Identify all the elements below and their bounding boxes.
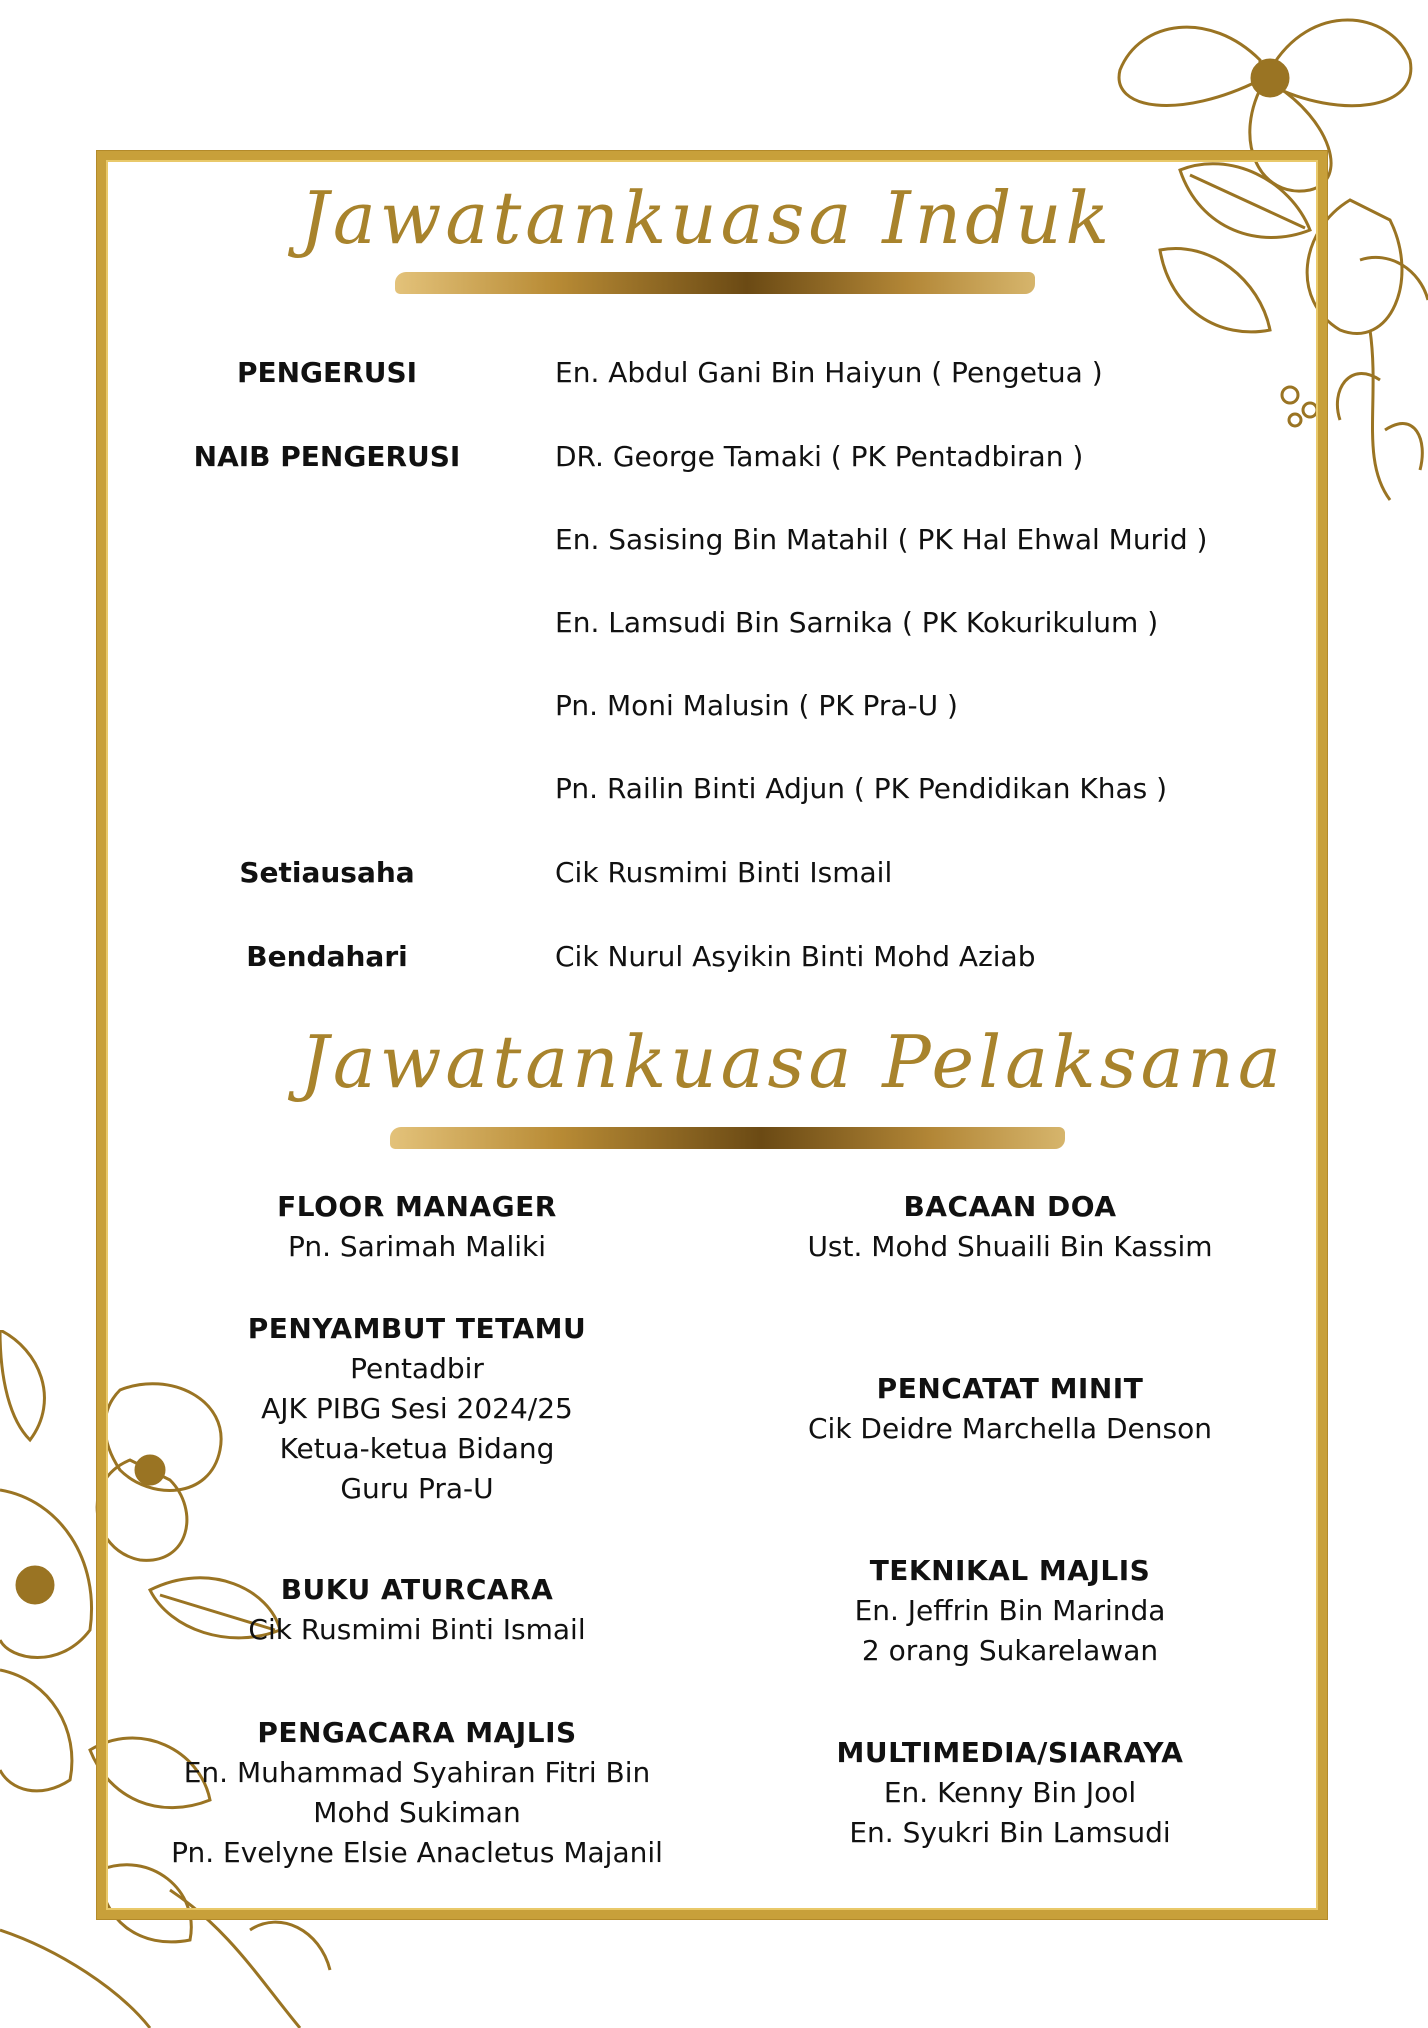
block-line: Cik Deidre Marchella Denson [807,1412,1212,1445]
name-naib-pengerusi-3: En. Lamsudi Bin Sarnika ( PK Kokurikulum ) [555,606,1159,639]
pelaksana-left-block-4 [117,1713,717,1873]
block-heading: MULTIMEDIA/SIARAYA [836,1736,1184,1769]
block-heading: BACAAN DOA [903,1190,1117,1223]
block-heading: PENCATAT MINIT [876,1372,1144,1405]
block-line: 2 orang Sukarelawan [861,1634,1159,1667]
block-line: En. Muhammad Syahiran Fitri Bin [183,1756,651,1789]
pelaksana-left-block-3 [117,1570,717,1650]
block-heading: FLOOR MANAGER [277,1190,557,1223]
pelaksana-right-block-2 [710,1369,1310,1449]
name-setiausaha: Cik Rusmimi Binti Ismail [555,856,893,889]
induk-title: Jawatankuasa Induk [300,176,1114,260]
name-naib-pengerusi-1: DR. George Tamaki ( PK Pentadbiran ) [555,440,1084,473]
pelaksana-right-block-3 [710,1551,1310,1671]
block-line: Guru Pra-U [340,1472,494,1505]
block-line: En. Kenny Bin Jool [883,1776,1137,1809]
block-heading: PENGACARA MAJLIS [257,1716,577,1749]
pelaksana-right-block-4 [710,1733,1310,1853]
pelaksana-title: Jawatankuasa Pelaksana [300,1020,1285,1104]
block-heading: TEKNIKAL MAJLIS [869,1554,1151,1587]
name-naib-pengerusi-2: En. Sasising Bin Matahil ( PK Hal Ehwal Murid ) [555,523,1208,556]
block-line: Ketua-ketua Bidang [279,1432,555,1465]
name-naib-pengerusi-4: Pn. Moni Malusin ( PK Pra-U ) [555,689,958,722]
block-line: Mohd Sukiman [313,1796,521,1829]
pelaksana-right-block-1 [710,1187,1310,1267]
pelaksana-title-brush-stroke [390,1127,1065,1149]
name-naib-pengerusi-5: Pn. Railin Binti Adjun ( PK Pendidikan Khas ) [555,772,1168,805]
role-bendahari: Bendahari [246,940,408,973]
pelaksana-left-block-1 [117,1187,717,1267]
pelaksana-left-block-2 [117,1309,717,1509]
block-line: Pentadbir [350,1352,484,1385]
block-line: AJK PIBG Sesi 2024/25 [261,1392,573,1425]
block-heading: BUKU ATURCARA [280,1573,554,1606]
block-line: Pn. Evelyne Elsie Anacletus Majanil [171,1836,663,1869]
block-line: En. Syukri Bin Lamsudi [849,1816,1171,1849]
name-pengerusi: En. Abdul Gani Bin Haiyun ( Pengetua ) [555,356,1103,389]
role-setiausaha: Setiausaha [239,856,415,889]
name-bendahari: Cik Nurul Asyikin Binti Mohd Aziab [555,940,1036,973]
block-line: Pn. Sarimah Maliki [287,1230,547,1263]
role-naib-pengerusi: NAIB PENGERUSI [193,440,461,473]
block-heading: PENYAMBUT TETAMU [247,1312,587,1345]
block-line: En. Jeffrin Bin Marinda [854,1594,1166,1627]
block-line: Cik Rusmimi Binti Ismail [248,1613,586,1646]
block-line: Ust. Mohd Shuaili Bin Kassim [807,1230,1213,1263]
induk-title-brush-stroke [395,272,1035,294]
role-pengerusi: PENGERUSI [236,356,418,389]
